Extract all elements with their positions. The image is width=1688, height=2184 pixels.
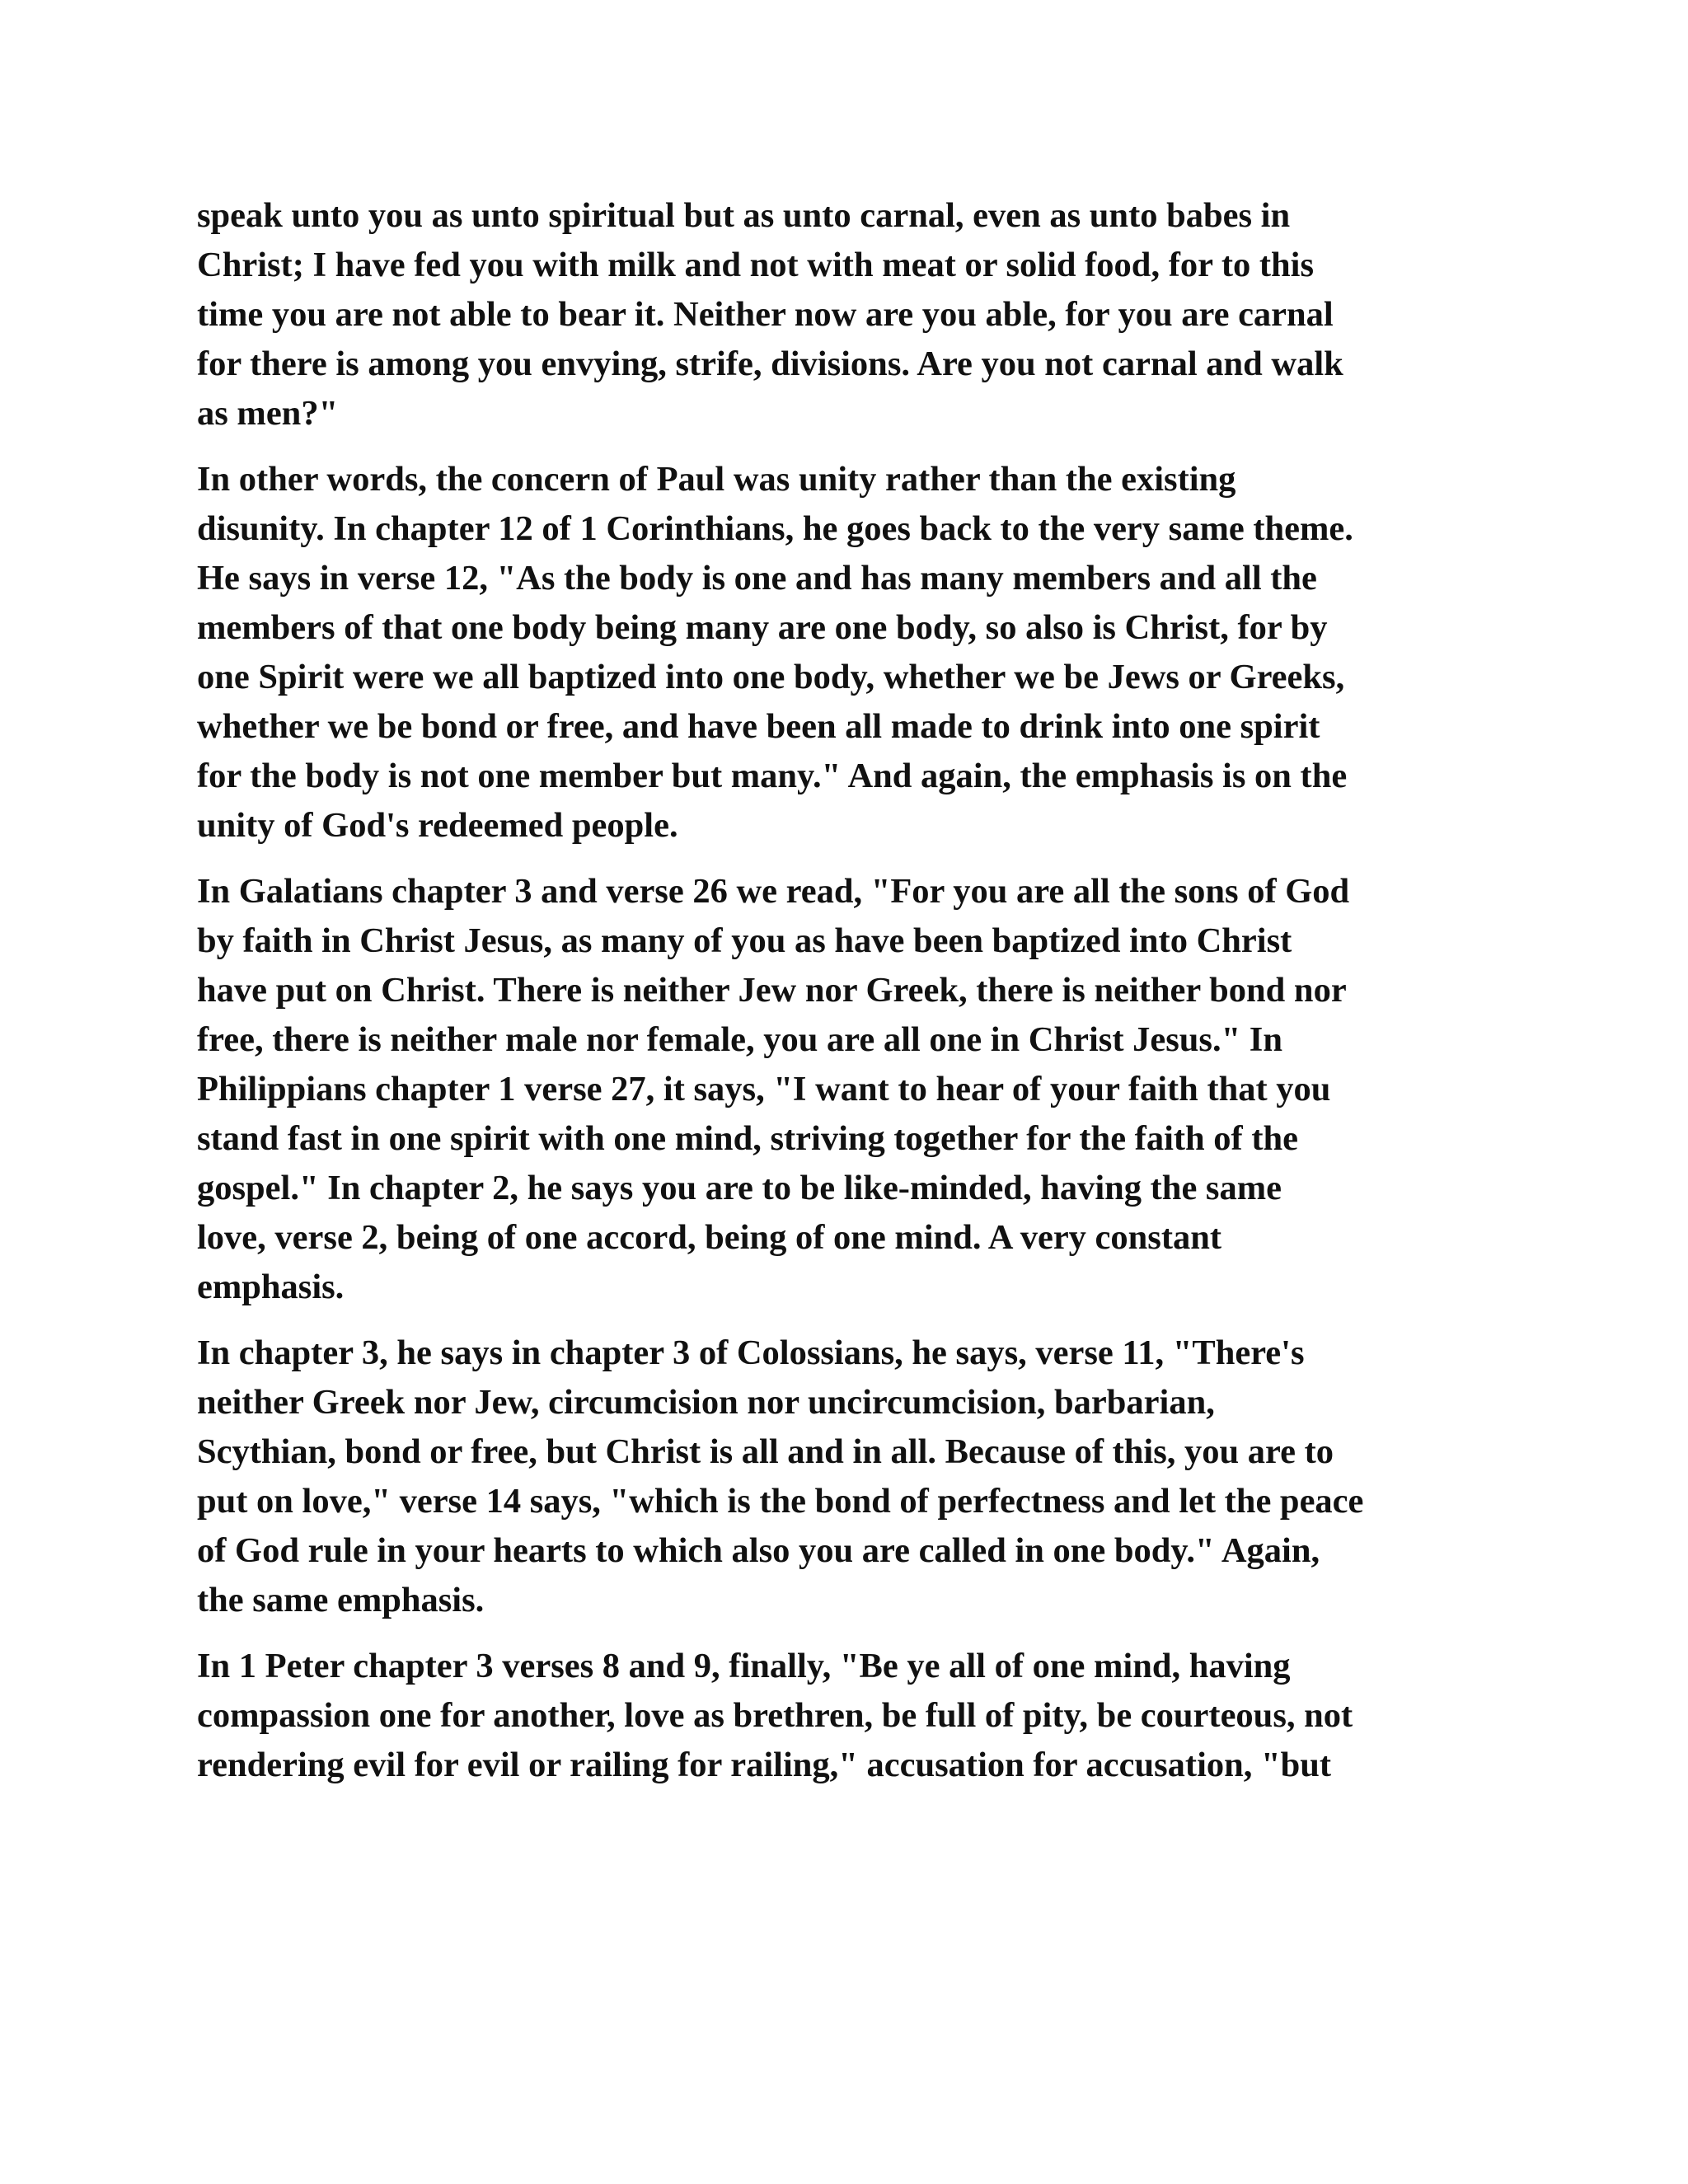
text-line: In chapter 3, he says in chapter 3 of Colossians, he says, verse 11, "There's (197, 1333, 1305, 1372)
text-line: of God rule in your hearts to which also you are called in one body." Again, (197, 1531, 1320, 1570)
text-line: In other words, the concern of Paul was unity rather than the existing (197, 460, 1236, 499)
paragraph-5 (197, 1642, 1499, 1790)
text-line: for the body is not one member but many." And again, the emphasis is on the (197, 757, 1348, 795)
text-line: by faith in Christ Jesus, as many of you as have been baptized into Christ (197, 921, 1292, 960)
text-line: rendering evil for evil or railing for railing," accusation for accusation, "but (197, 1746, 1332, 1784)
text-line: love, verse 2, being of one accord, being of one mind. A very constant (197, 1218, 1222, 1257)
text-line: time you are not able to bear it. Neither now are you able, for you are carnal (197, 295, 1334, 334)
text-line: whether we be bond or free, and have been all made to drink into one spirit (197, 707, 1320, 746)
text-line: for there is among you envying, strife, divisions. Are you not carnal and walk (197, 344, 1343, 383)
text-line: speak unto you as unto spiritual but as unto carnal, even as unto babes in (197, 196, 1291, 235)
text-line: members of that one body being many are one body, so also is Christ, for by (197, 608, 1328, 647)
text-line: disunity. In chapter 12 of 1 Corinthians, he goes back to the very same theme. (197, 509, 1353, 548)
paragraph-1 (197, 191, 1499, 438)
text-line: stand fast in one spirit with one mind, striving together for the faith of the (197, 1119, 1298, 1158)
body-text (197, 191, 1499, 1807)
text-line: the same emphasis. (197, 1581, 485, 1619)
text-line: neither Greek nor Jew, circumcision nor uncircumcision, barbarian, (197, 1383, 1215, 1422)
text-line: Scythian, bond or free, but Christ is all and in all. Because of this, you are to (197, 1432, 1334, 1471)
paragraph-4 (197, 1329, 1499, 1625)
paragraph-2 (197, 455, 1499, 851)
text-line: compassion one for another, love as brethren, be full of pity, be courteous, not (197, 1696, 1353, 1735)
text-line: put on love," verse 14 says, "which is the bond of perfectness and let the peace (197, 1482, 1364, 1521)
text-line: He says in verse 12, "As the body is one and has many members and all the (197, 559, 1317, 598)
text-line: unity of God's redeemed people. (197, 806, 678, 845)
text-line: In Galatians chapter 3 and verse 26 we read, "For you are all the sons of God (197, 872, 1350, 911)
text-line: emphasis. (197, 1268, 345, 1306)
text-line: gospel." In chapter 2, he says you are to be like-minded, having the same (197, 1169, 1282, 1207)
text-line: Philippians chapter 1 verse 27, it says, "I want to hear of your faith that you (197, 1070, 1331, 1108)
text-line: as men?" (197, 394, 339, 433)
text-line: free, there is neither male nor female, you are all one in Christ Jesus." In (197, 1020, 1282, 1059)
text-line: Christ; I have fed you with milk and not with meat or solid food, for to this (197, 246, 1314, 284)
text-line: In 1 Peter chapter 3 verses 8 and 9, finally, "Be ye all of one mind, having (197, 1647, 1291, 1685)
text-line: one Spirit were we all baptized into one body, whether we be Jews or Greeks, (197, 658, 1345, 696)
text-line: have put on Christ. There is neither Jew nor Greek, there is neither bond nor (197, 971, 1347, 1010)
paragraph-3 (197, 867, 1499, 1312)
